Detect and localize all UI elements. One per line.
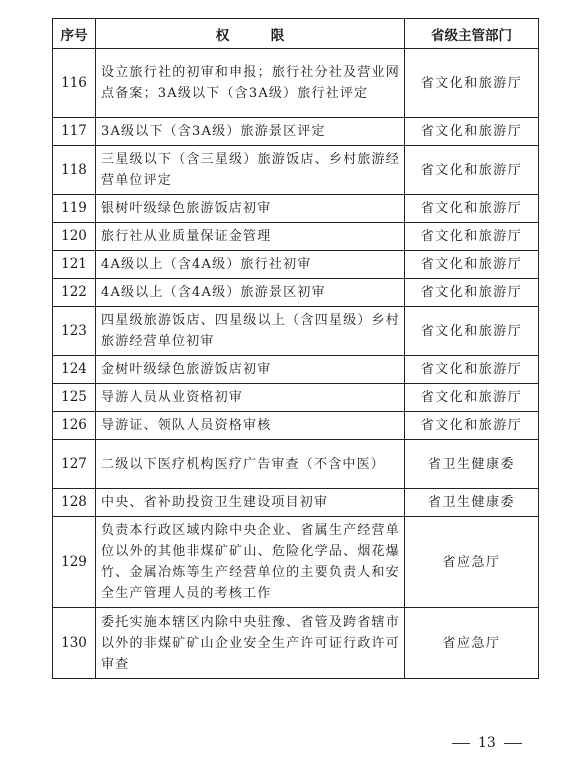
row-authority: 金树叶级绿色旅游饭店初审 (96, 356, 405, 384)
table-row (53, 517, 539, 608)
row-authority: 3A级以下（含3A级）旅游景区评定 (96, 118, 405, 146)
table-row (53, 279, 539, 307)
row-authority: 委托实施本辖区内除中央驻豫、省管及跨省辖市以外的非煤矿矿山企业安全生产许可证行政许可审查 (96, 608, 405, 679)
table-row (53, 195, 539, 223)
page-footer (452, 735, 522, 751)
table-row (53, 440, 539, 489)
row-authority: 4A级以上（含4A级）旅行社初审 (96, 251, 405, 279)
row-department: 省文化和旅游厅 (405, 118, 539, 146)
row-department: 省文化和旅游厅 (405, 251, 539, 279)
table-row (53, 412, 539, 440)
row-department: 省文化和旅游厅 (405, 279, 539, 307)
row-department: 省文化和旅游厅 (405, 384, 539, 412)
table-row (53, 384, 539, 412)
table-row (53, 146, 539, 195)
row-department: 省应急厅 (405, 517, 539, 608)
table-row (53, 608, 539, 679)
row-number: 116 (53, 49, 96, 118)
row-department: 省文化和旅游厅 (405, 223, 539, 251)
row-authority: 二级以下医疗机构医疗广告审查（不含中医） (96, 440, 405, 489)
row-authority: 导游证、领队人员资格审核 (96, 412, 405, 440)
header-serial-number: 序号 (53, 19, 96, 49)
row-authority: 导游人员从业资格初审 (96, 384, 405, 412)
footer-dash-right (504, 743, 522, 744)
row-department: 省文化和旅游厅 (405, 412, 539, 440)
row-number: 123 (53, 307, 96, 356)
row-number: 122 (53, 279, 96, 307)
row-number: 118 (53, 146, 96, 195)
row-number: 130 (53, 608, 96, 679)
row-department: 省卫生健康委 (405, 440, 539, 489)
table-row (53, 356, 539, 384)
table-row (53, 307, 539, 356)
row-authority: 三星级以下（含三星级）旅游饭店、乡村旅游经营单位评定 (96, 146, 405, 195)
row-number: 119 (53, 195, 96, 223)
authority-table (52, 18, 539, 679)
row-number: 120 (53, 223, 96, 251)
row-number: 127 (53, 440, 96, 489)
row-number: 117 (53, 118, 96, 146)
footer-dash-left (452, 743, 470, 744)
row-department: 省应急厅 (405, 608, 539, 679)
row-authority: 负责本行政区域内除中央企业、省属生产经营单位以外的其他非煤矿矿山、危险化学品、烟花爆竹、金属冶炼等生产经营单位的主要负责人和安全生产管理人员的考核工作 (96, 517, 405, 608)
page-number: 13 (478, 735, 496, 751)
row-number: 121 (53, 251, 96, 279)
row-authority: 4A级以上（含4A级）旅游景区初审 (96, 279, 405, 307)
row-authority: 四星级旅游饭店、四星级以上（含四星级）乡村旅游经营单位初审 (96, 307, 405, 356)
row-authority: 银树叶级绿色旅游饭店初审 (96, 195, 405, 223)
table-row (53, 251, 539, 279)
row-department: 省文化和旅游厅 (405, 356, 539, 384)
header-authority: 权 限 (96, 19, 405, 49)
row-authority: 设立旅行社的初审和申报；旅行社分社及营业网点备案；3A级以下（含3A级）旅行社评定 (96, 49, 405, 118)
row-department: 省文化和旅游厅 (405, 146, 539, 195)
header-provincial-department: 省级主管部门 (405, 19, 539, 49)
row-number: 125 (53, 384, 96, 412)
row-number: 126 (53, 412, 96, 440)
table-row (53, 223, 539, 251)
row-number: 124 (53, 356, 96, 384)
row-authority: 旅行社从业质量保证金管理 (96, 223, 405, 251)
row-authority: 中央、省补助投资卫生建设项目初审 (96, 489, 405, 517)
row-number: 129 (53, 517, 96, 608)
row-number: 128 (53, 489, 96, 517)
row-department: 省文化和旅游厅 (405, 307, 539, 356)
table-row (53, 118, 539, 146)
row-department: 省卫生健康委 (405, 489, 539, 517)
table-row (53, 49, 539, 118)
row-department: 省文化和旅游厅 (405, 49, 539, 118)
table-header-row (53, 19, 539, 49)
row-department: 省文化和旅游厅 (405, 195, 539, 223)
table-row (53, 489, 539, 517)
